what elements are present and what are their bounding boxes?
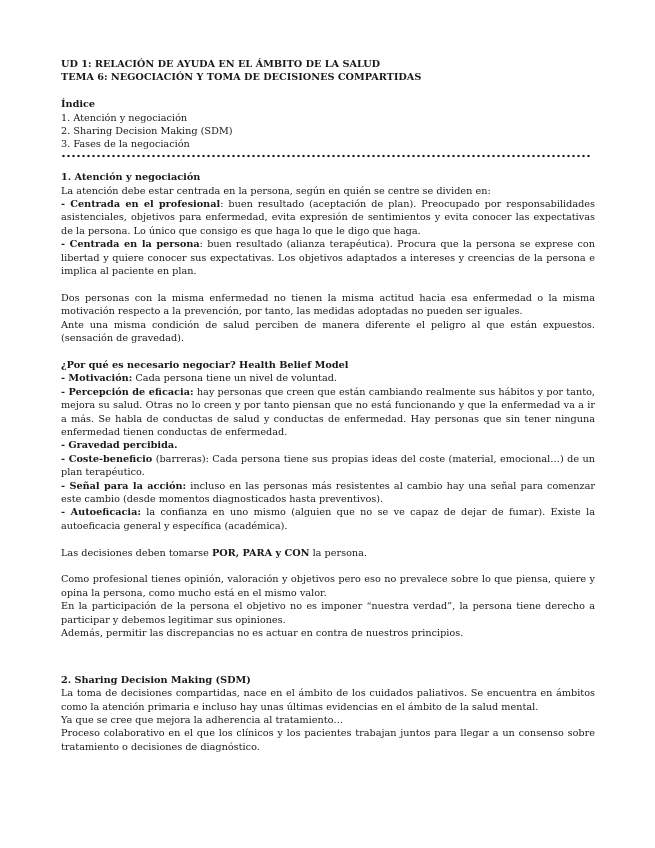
section-1-intro: La atención debe estar centrada en la persona, según en quién se centre se dividen en: — [61, 185, 491, 197]
decisions-line: Las decisiones deben tomarse POR, PARA y CON la persona. — [61, 547, 367, 559]
document-page — [61, 58, 595, 754]
hbm-item: - Gravedad percibida. — [61, 440, 178, 452]
bullet-professional: - Centrada en el profesional: buen resultado (aceptación de plan). Preocupado por responsabilidades asistenciales, objetivos para enfermedad, evita expresión de sentimientos y evita conocer las expectativas de la persona. Lo único que consigo es que haga lo que le digo que haga. — [61, 199, 596, 237]
index-item: 2. Sharing Decision Making (SDM) — [61, 126, 233, 138]
paragraph: Ante una misma condición de salud perciben de manera diferente el peligro al que están expuestos. (sensación de gravedad). — [61, 319, 595, 345]
section-1-title: 1. Atención y negociación — [61, 172, 201, 184]
paragraph: Ya que se cree que mejora la adherencia al tratamiento… — [61, 714, 344, 726]
index-item: 3. Fases de la negociación — [61, 139, 190, 151]
section-2-title: 2. Sharing Decision Making (SDM) — [61, 674, 251, 686]
bullet-person: - Centrada en la persona: buen resultado (alianza terapéutica). Procura que la persona se exprese con libertad y quiere conocer sus expectativas. Los objetivos adaptados a intereses y creencias de la persona e implica al paciente en plan. — [61, 239, 595, 278]
paragraph: Como profesional tienes opinión, valoración y objetivos pero eso no prevalece sobre lo que piensa, quiere y opina la persona, como mucho está en el mismo valor. — [61, 574, 595, 599]
hbm-item: - Autoeficacia: la confianza en uno mismo (alguien que no se ve capaz de dejar de fumar). Existe la autoeficacia general y específica (académica). — [61, 507, 595, 532]
paragraph: En la participación de la persona el objetivo no es imponer “nuestra verdad”, la persona tiene derecho a participar y debemos legitimar sus opiniones. — [61, 601, 595, 626]
hbm-item: - Coste-beneficio (barreras): Cada persona tiene sus propias ideas del coste (material, emocional…) de un plan terapéutico. — [61, 453, 595, 479]
paragraph: Dos personas con la misma enfermedad no tienen la misma actitud hacia esa enfermedad o la misma motivación respecto a la prevención, por tanto, las medidas adoptadas no pueden ser iguales. — [61, 292, 595, 318]
hbm-item: - Percepción de eficacia: hay personas que creen que están cambiando realmente sus hábitos y por tanto, mejora su salud. Otras no lo creen y por tanto piensan que no está funcionando y que la enfermedad va a ir a más. Se habla de conductas de salud y conductas de enfermedad. Hay personas que sin tener ninguna enfermedad tienen conductas de enfermedad. — [61, 386, 595, 438]
index-title: Índice — [61, 99, 96, 111]
hbm-title: ¿Por qué es necesario negociar? Health Belief Model — [61, 359, 349, 371]
hbm-item: - Motivación: Cada persona tiene un nivel de voluntad. — [61, 373, 337, 385]
index-item: 1. Atención y negociación — [61, 112, 188, 124]
paragraph: Proceso colaborativo en el que los clínicos y los pacientes trabajan juntos para llegar a un consenso sobre tratamiento o decisiones de diagnóstico. — [61, 728, 595, 753]
paragraph: La toma de decisiones compartidas, nace en el ámbito de los cuidados paliativos. Se encuentra en ámbitos como la atención primaria e incluso hay unas últimas evidencias en el ámbito de la salud mental. — [61, 688, 595, 713]
topic-title: TEMA 6: NEGOCIACIÓN Y TOMA DE DECISIONES COMPARTIDAS — [61, 72, 422, 84]
paragraph: Además, permitir las discrepancias no es actuar en contra de nuestros principios. — [61, 627, 464, 639]
unit-title: UD 1: RELACIÓN DE AYUDA EN EL ÁMBITO DE LA SALUD — [61, 59, 381, 70]
hbm-item: - Señal para la acción: incluso en las personas más resistentes al cambio hay una señal para comenzar este cambio (desde momentos diagnosticados hasta preventivos). — [61, 480, 595, 505]
